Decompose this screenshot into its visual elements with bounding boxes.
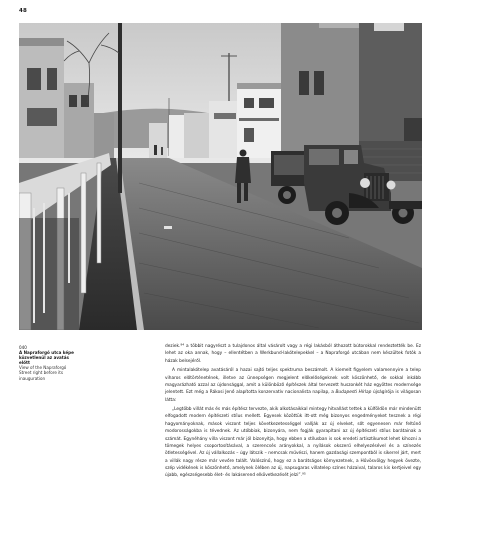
body-text: [165, 343, 421, 482]
caption-hungarian: A Napraforgó utca képe közvetlenül az avatás előtt: [19, 350, 74, 366]
paragraph-3-quote: [165, 406, 421, 479]
paragraph-2: [165, 367, 421, 404]
historical-street-photo: [19, 23, 422, 330]
p1-start: deziek.: [165, 344, 181, 349]
caption-number: 040: [19, 345, 27, 350]
paragraph-1: [165, 343, 421, 365]
footnote-ref-95: 95: [301, 471, 306, 476]
p1-text: a többit nagyrészt a tulajdonos által vásárolt vagy a régi lakásból áthozott bútorokkal rendeztették be. Ez lehet az oka annak, hogy – ellentétben a Werkbund-lakótelepekkel – a Napraforgó utcában nem készültek fotók a házak belsejéről.: [165, 344, 421, 364]
p2-text: A mintalakótelep avatásáról a hazai sajtó teljes spektruma beszámolt. A kiemelt figyelem valamennyire a telep viharos előtörténetének, illetve az ünnepségen megjelent előkelőségeknek volt köszönhető, de sokkal inkább magyarázható azzal az újdonsággal, amit a különböző építészek által tervezett huszonkét ház egyöttes modernsége jelentett. Ezt még a Rákosi Jenő alapította konzervatív nacionalista napilap, a: [165, 368, 421, 396]
p2-end: újságírója is világosan látta:: [165, 390, 421, 403]
photo-caption: [19, 345, 77, 381]
p3-text: „Legtöbb villát más és más építész tervezte, akik alkotásaikkal mintegy hitvallást tettek a külföldön már mindenütt elfogadott modern építészeti stílus mellett. Egyesek közöttük itt-ott még bizonyos engedményeket tesznek a régi hagyományoknak, mások viszont teljes következetességgel vallják az új elveket, sőt egyenesen már feltűnő modorosságokba is tévednek. Az utóbbiak, bizonyára, nem fogják gyarapítani az új építészeti stílus barátainak a számát. Egynéhány villa viszont már jól bizonyítja, hogy ebben a stílusban is sok eredeti artisztikumot lehet kihozni a tömegek helyes csoportosításával, a szerencsés arányokkal, a nyílások okszerű elhelyezésével és a színezés ötletességével. Az új vállalkozás – úgy látszik – nemcsak művészi, hanem gazdasági szempontból is sikerrel járt, mert a villák nagy része már vevőre talált. Valószínű, hogy ez a barátságos környezetnek, a Hűvösvölgy hegyek övezte, szép vidékének is köszönhető, amelynek ölében az új, napsugaras villatelep színes házaival, talaros kis kertjeivel egy újabb, egészségesebb élet- és lakáserend elkövetkezését jelzi”.: [165, 407, 421, 479]
page-number: 48: [19, 8, 28, 14]
footnote-ref-94: 94: [180, 342, 185, 347]
newspaper-title: Budapesti Hírlap: [335, 390, 372, 396]
caption-english: View of the Napraforgó Street right before its inauguration: [19, 365, 67, 381]
